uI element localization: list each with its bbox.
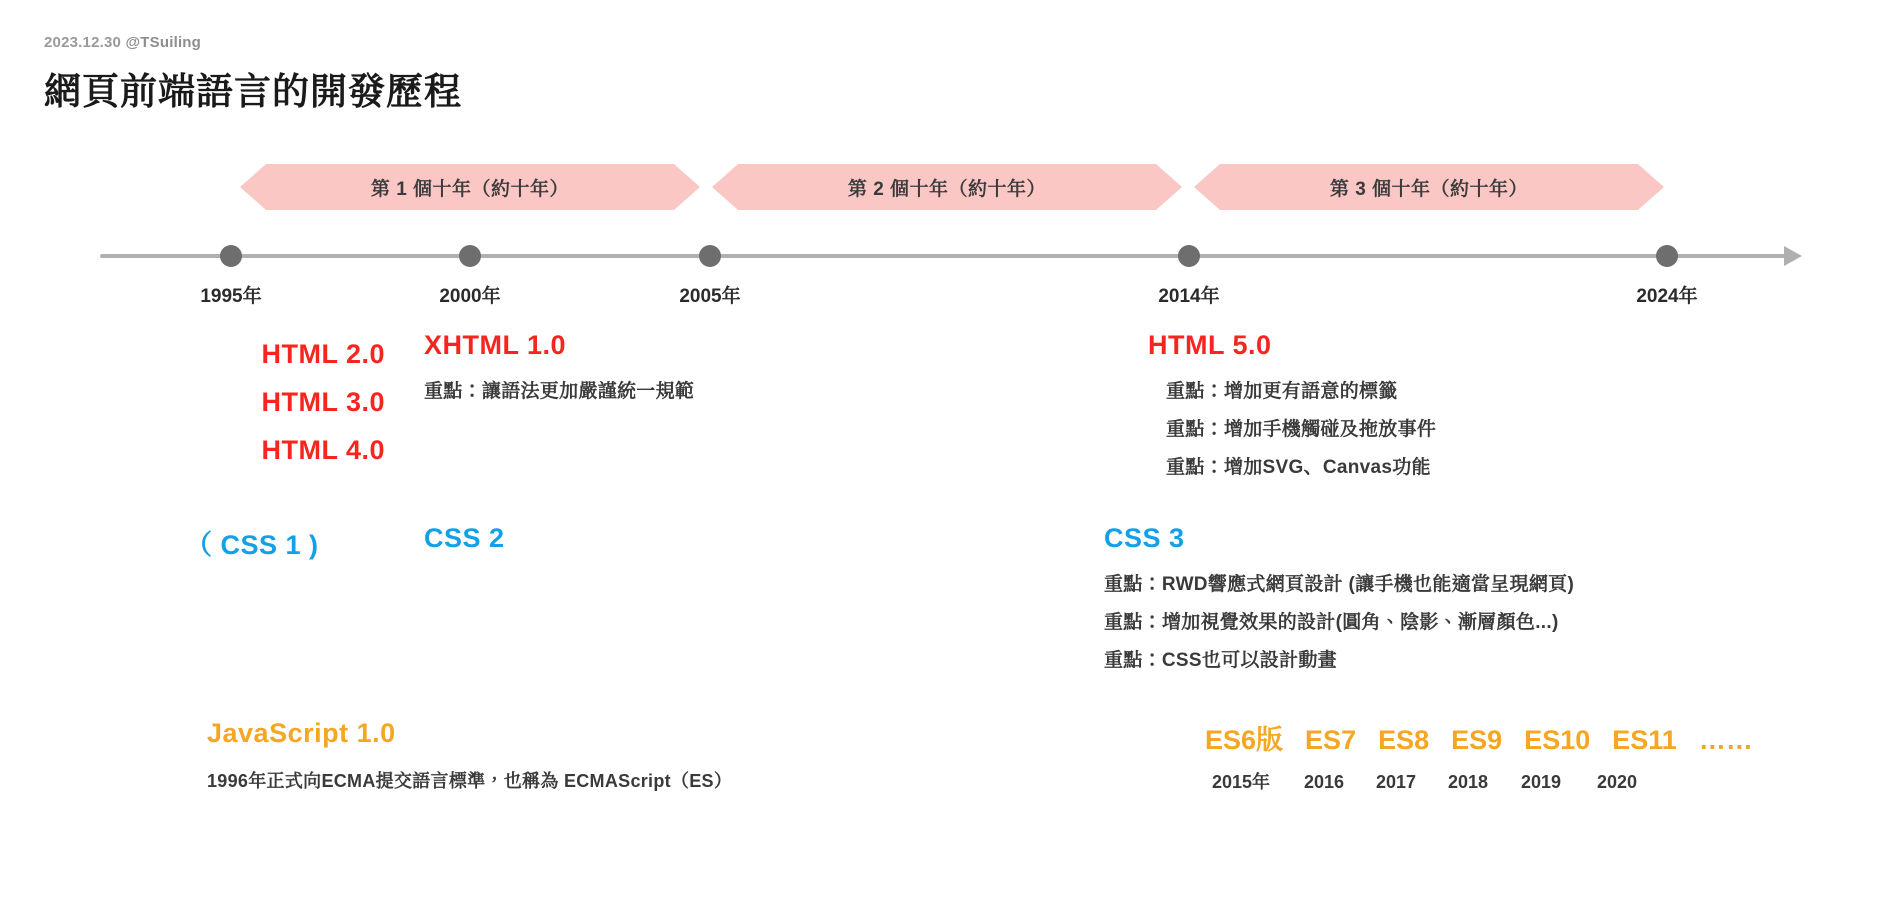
page-title: 網頁前端語言的開發歷程 <box>44 71 462 112</box>
timeline-node-label-2005: 2005年 <box>679 286 741 307</box>
timeline-node-label-2014: 2014年 <box>1158 286 1220 307</box>
css3-title: CSS 3 <box>1104 523 1185 553</box>
es-year-2017: 2017 <box>1375 772 1417 792</box>
html5-note-1: 重點：增加更有語意的標籤 <box>1166 381 1398 402</box>
timeline-node-dot-2024 <box>1656 245 1678 267</box>
es-years-row <box>1205 768 1645 794</box>
html-version-4: HTML 4.0 <box>261 435 385 465</box>
html5-notes <box>1166 373 1436 487</box>
decade-band-1-label: 第 1 個十年（約十年） <box>370 178 570 200</box>
javascript-note: 1996年正式向ECMA提交語言標準，也稱為 ECMAScript（ES） <box>207 771 733 791</box>
timeline-arrow-head-icon <box>1784 246 1802 266</box>
css1-label: （ CSS 1 ) <box>185 530 319 560</box>
timeline-node-dot-2014 <box>1178 245 1200 267</box>
es-year-2018: 2018 <box>1447 772 1489 792</box>
css3-note-2: 重點：增加視覺效果的設計(圓角、陰影、漸層顏色...) <box>1104 612 1559 633</box>
byline <box>44 34 462 51</box>
es-version-es6: ES6版 <box>1205 725 1284 755</box>
decade-band-2 <box>712 164 1182 210</box>
es-version-es7: ES7 <box>1305 725 1357 755</box>
es-versions-row <box>1205 718 1753 757</box>
decade-band-2-label: 第 2 個十年（約十年） <box>847 178 1047 200</box>
es-version-es9: ES9 <box>1451 725 1503 755</box>
css3-note-3: 重點：CSS也可以設計動畫 <box>1104 650 1337 671</box>
css1-title <box>185 523 319 562</box>
javascript-title: JavaScript 1.0 <box>207 718 396 748</box>
xhtml-group <box>424 330 694 411</box>
html-early-versions-group <box>60 330 385 474</box>
css2-label: CSS 2 <box>424 523 505 553</box>
css3-notes <box>1104 566 1574 680</box>
html-version-2: HTML 2.0 <box>261 339 385 369</box>
byline-handle: @TSuiling <box>125 34 202 51</box>
decade-band-3-label: 第 3 個十年（約十年） <box>1329 178 1529 200</box>
page-header <box>44 34 462 115</box>
es-year-2016: 2016 <box>1303 772 1345 792</box>
timeline-node-label-2000: 2000年 <box>439 286 501 307</box>
xhtml-title: XHTML 1.0 <box>424 330 567 360</box>
timeline-node-dot-2000 <box>459 245 481 267</box>
es-version-ellipsis: …… <box>1698 725 1753 755</box>
timeline-axis <box>100 254 1788 258</box>
html5-note-3: 重點：增加SVG、Canvas功能 <box>1166 457 1431 478</box>
es-year-2019: 2019 <box>1520 772 1562 792</box>
html5-group <box>1148 330 1436 487</box>
html-version-3: HTML 3.0 <box>261 387 385 417</box>
html5-title: HTML 5.0 <box>1148 330 1272 360</box>
es-year-2015: 2015年 <box>1211 772 1271 792</box>
decade-band-1 <box>240 164 700 210</box>
css3-note-1: 重點：RWD響應式網頁設計 (讓手機也能適當呈現網頁) <box>1104 574 1575 595</box>
html5-note-2: 重點：增加手機觸碰及拖放事件 <box>1166 419 1437 440</box>
decade-band-3 <box>1194 164 1664 210</box>
xhtml-note: 重點：讓語法更加嚴謹統一規範 <box>424 381 695 402</box>
timeline-node-label-1995: 1995年 <box>200 286 262 307</box>
es-year-2020: 2020 <box>1596 772 1638 792</box>
es-version-es8: ES8 <box>1378 725 1430 755</box>
timeline-node-label-2024: 2024年 <box>1636 286 1698 307</box>
timeline-node-dot-1995 <box>220 245 242 267</box>
javascript-group <box>207 718 732 799</box>
byline-date: 2023.12.30 <box>44 34 122 51</box>
css3-group <box>1104 523 1574 680</box>
css2-title <box>424 523 505 554</box>
timeline-node-dot-2005 <box>699 245 721 267</box>
es-version-es11: ES11 <box>1612 725 1677 755</box>
es-version-es10: ES10 <box>1524 725 1591 755</box>
